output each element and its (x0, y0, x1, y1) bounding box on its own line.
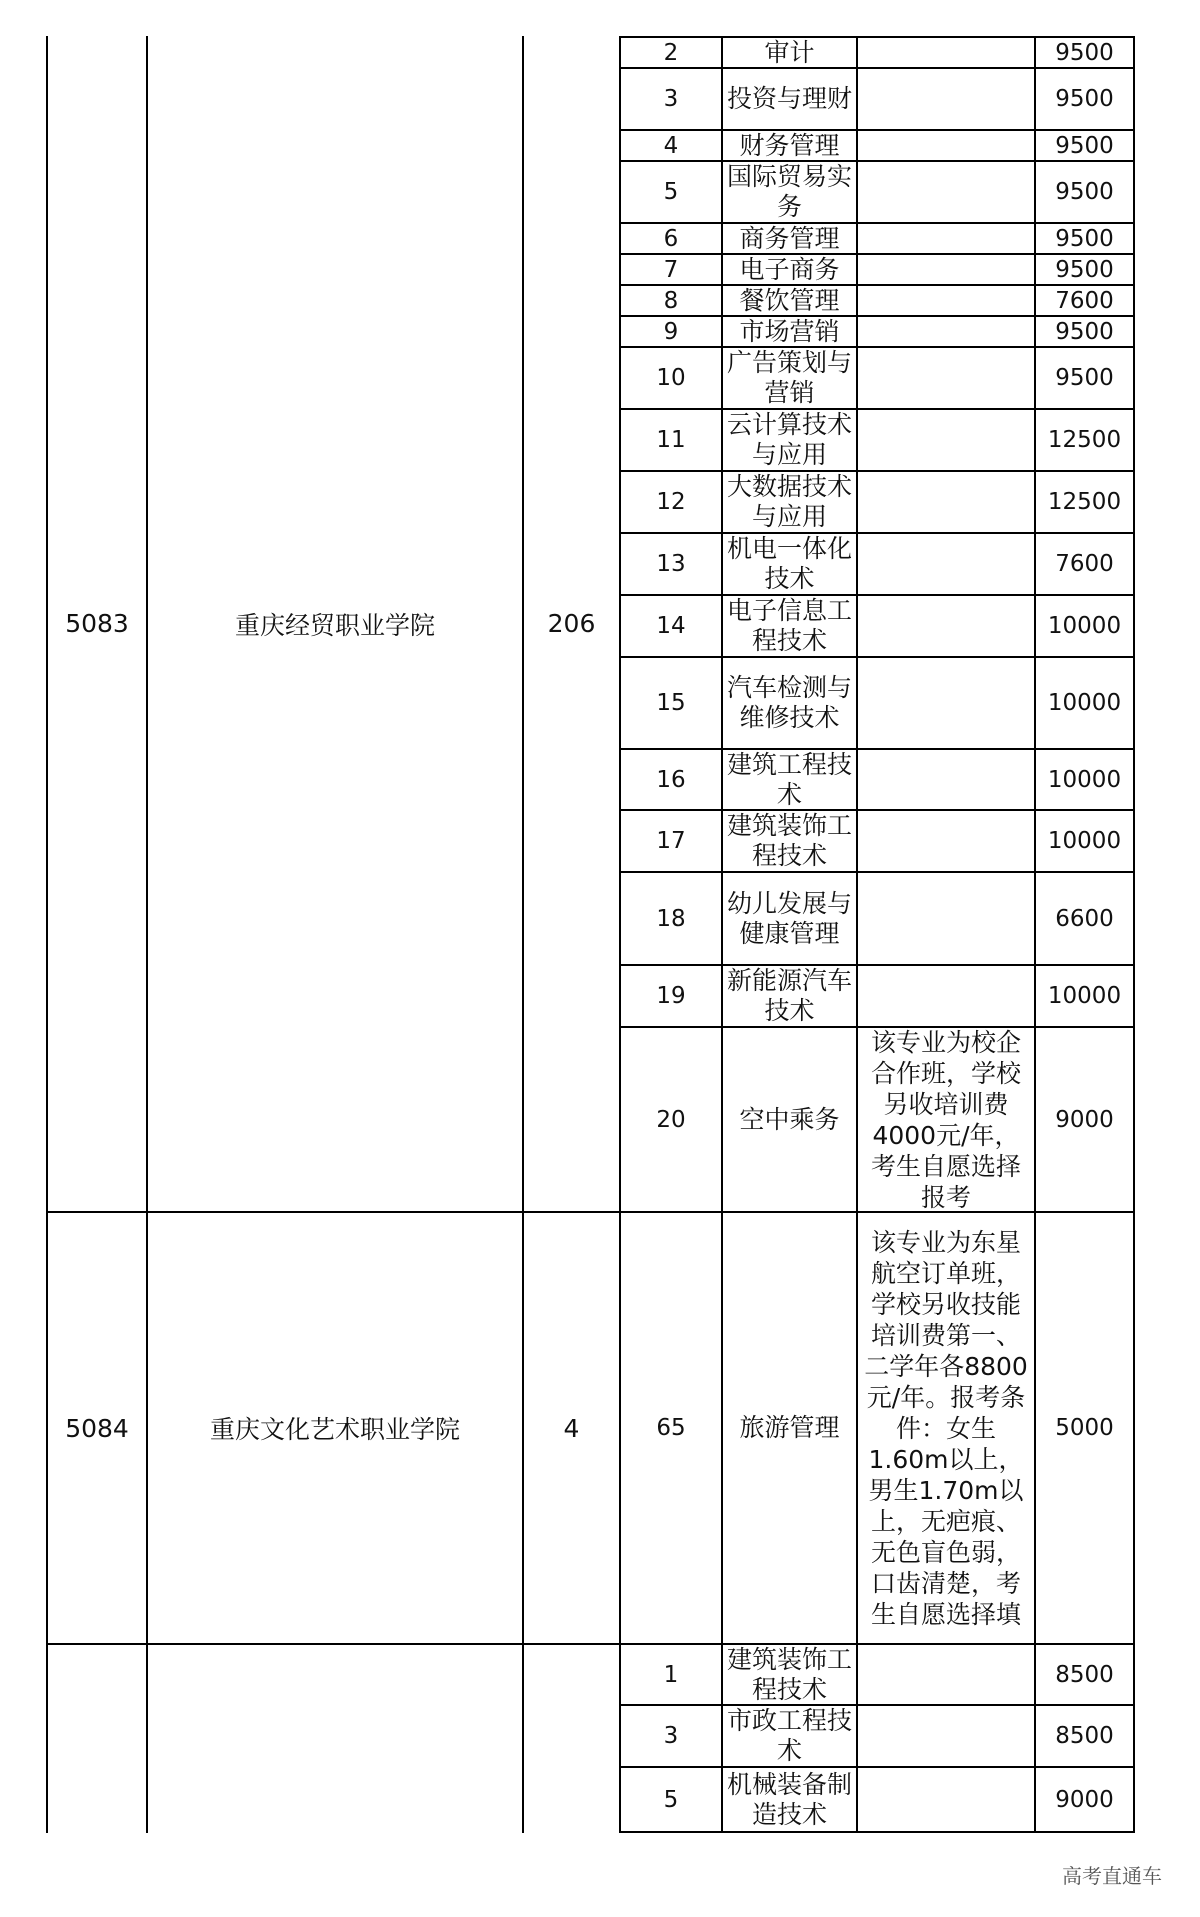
major-name: 投资与理财 (727, 84, 853, 113)
major-note (858, 131, 1034, 160)
major-note (858, 596, 1034, 656)
major-fee: 9000 (1055, 1106, 1114, 1133)
major-note (858, 69, 1034, 129)
major-seq: 5 (663, 1786, 679, 1813)
major-name: 财务管理 (739, 131, 840, 160)
major-note (858, 1706, 1034, 1766)
major-name: 广告策划与营销 (727, 348, 853, 407)
major-seq: 14 (656, 613, 686, 639)
major-seq: 16 (656, 766, 686, 793)
major-seq: 1 (663, 1661, 679, 1688)
major-name: 空中乘务 (739, 1104, 840, 1134)
major-note (858, 873, 1034, 964)
major-seq: 2 (663, 39, 679, 66)
major-name: 国际贸易实务 (727, 162, 853, 221)
major-note: 该专业为东星航空订单班，学校另收技能培训费第一、二学年各8800元/年。报考条件：女生1.60m以上，男生1.70m以上，无疤痕、无色盲色弱，口齿清楚，考生自愿选择填 (864, 1227, 1028, 1629)
plan-count: 4 (563, 1413, 580, 1443)
major-name: 审计 (764, 38, 815, 67)
major-note (858, 472, 1034, 532)
major-seq: 20 (656, 1106, 686, 1133)
major-seq: 9 (663, 318, 679, 345)
major-note (858, 1768, 1034, 1831)
major-note (858, 1645, 1034, 1704)
major-seq: 13 (656, 551, 686, 577)
major-fee: 9500 (1055, 39, 1114, 66)
major-fee: 9000 (1055, 1786, 1114, 1813)
major-note (858, 162, 1034, 222)
watermark: 高考直通车 (1062, 1864, 1162, 1888)
major-fee: 8500 (1055, 1661, 1114, 1688)
major-seq: 15 (656, 690, 686, 716)
major-fee: 7600 (1055, 287, 1114, 314)
major-fee: 10000 (1047, 613, 1122, 639)
major-fee: 9500 (1055, 132, 1114, 159)
major-fee: 10000 (1047, 690, 1122, 716)
major-note (858, 811, 1034, 871)
major-name: 新能源汽车技术 (727, 966, 853, 1025)
major-fee: 12500 (1047, 427, 1122, 453)
major-name: 市政工程技术 (727, 1706, 853, 1765)
major-fee: 9500 (1055, 86, 1114, 112)
major-seq: 10 (656, 365, 686, 391)
major-fee: 9500 (1055, 365, 1114, 391)
major-note (858, 286, 1034, 315)
major-name: 幼儿发展与健康管理 (727, 888, 853, 948)
major-note (858, 966, 1034, 1026)
school-name: 重庆文化艺术职业学院 (209, 1415, 460, 1444)
major-name: 机械装备制造技术 (727, 1769, 853, 1829)
plan-count: 206 (547, 609, 596, 638)
major-seq: 3 (663, 86, 679, 112)
major-name: 建筑装饰工程技术 (727, 811, 853, 870)
major-seq: 11 (656, 427, 686, 453)
major-name: 电子信息工程技术 (727, 596, 853, 655)
major-note (858, 348, 1034, 408)
major-name: 大数据技术与应用 (727, 472, 853, 531)
major-name: 汽车检测与维修技术 (727, 673, 853, 732)
major-seq: 8 (663, 287, 679, 314)
major-seq: 18 (656, 905, 686, 932)
major-fee: 10000 (1047, 766, 1122, 793)
major-name: 商务管理 (739, 224, 840, 253)
major-note (858, 317, 1034, 346)
major-fee: 6600 (1055, 905, 1114, 932)
major-fee: 7600 (1055, 551, 1114, 577)
school-code: 5083 (65, 609, 129, 638)
major-seq: 17 (656, 828, 686, 854)
major-fee: 8500 (1055, 1723, 1114, 1749)
major-note (858, 410, 1034, 470)
school-name: 重庆经贸职业学院 (234, 610, 435, 640)
major-name: 市场营销 (739, 317, 840, 346)
major-name: 餐饮管理 (739, 286, 840, 315)
major-name: 云计算技术与应用 (727, 410, 853, 469)
major-seq: 7 (663, 256, 679, 283)
major-note (858, 224, 1034, 253)
major-note (858, 658, 1034, 748)
major-seq: 19 (656, 983, 686, 1009)
major-fee: 10000 (1047, 983, 1122, 1009)
major-seq: 3 (663, 1723, 679, 1749)
major-note (858, 255, 1034, 284)
major-fee: 9500 (1055, 179, 1114, 205)
subtable-border-right (1133, 36, 1135, 1833)
major-seq: 6 (663, 225, 679, 252)
major-fee: 9500 (1055, 256, 1114, 283)
major-name: 电子商务 (739, 255, 840, 284)
school-code: 5084 (65, 1413, 129, 1443)
major-note (858, 534, 1034, 594)
major-note (858, 38, 1034, 67)
major-fee: 10000 (1047, 828, 1122, 854)
major-note (858, 750, 1034, 809)
major-name: 机电一体化技术 (727, 534, 853, 593)
major-seq: 5 (663, 179, 679, 205)
row-line (619, 1831, 1135, 1833)
major-fee: 9500 (1055, 225, 1114, 252)
major-name: 建筑装饰工程技术 (727, 1645, 853, 1704)
major-name: 旅游管理 (739, 1413, 840, 1442)
major-note: 该专业为校企合作班，学校另收培训费4000元/年，考生自愿选择报考 (870, 1028, 1021, 1211)
major-fee: 9500 (1055, 318, 1114, 345)
major-seq: 65 (656, 1415, 686, 1441)
major-fee: 5000 (1055, 1415, 1114, 1441)
major-fee: 12500 (1047, 489, 1122, 515)
major-seq: 4 (663, 132, 679, 159)
major-name: 建筑工程技术 (727, 750, 853, 809)
major-seq: 12 (656, 489, 686, 515)
